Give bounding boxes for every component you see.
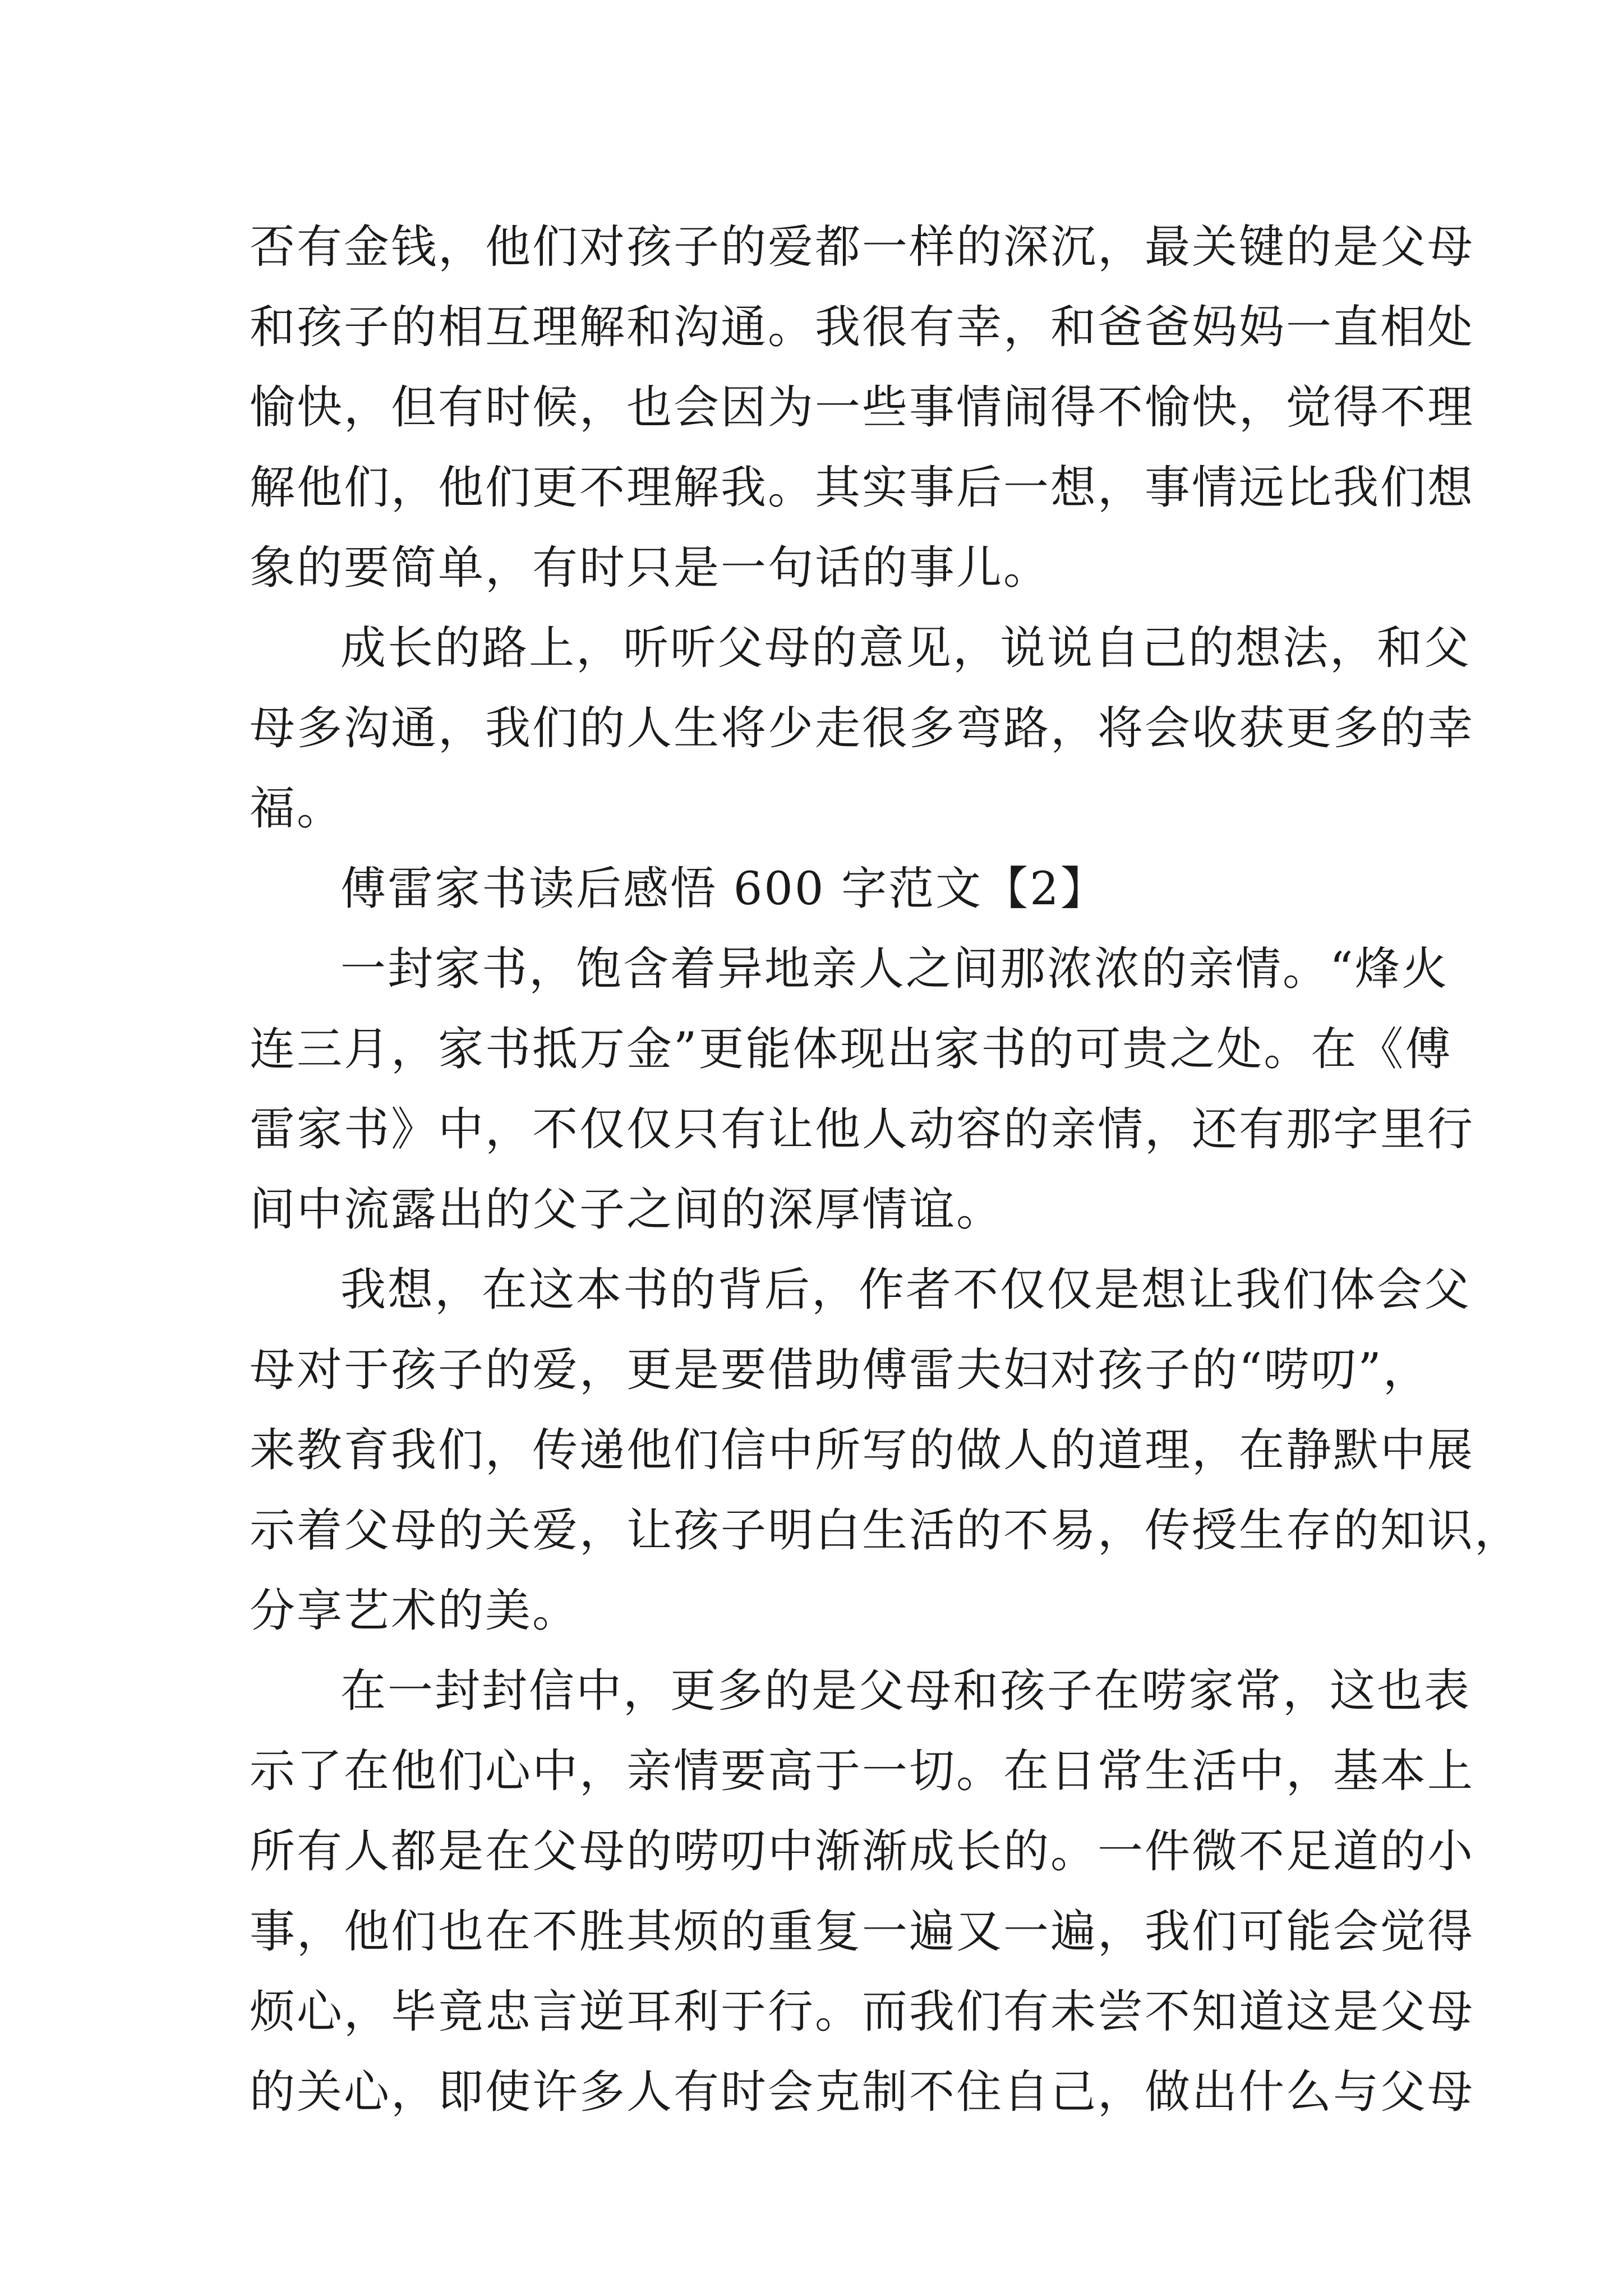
text-line: 解他们，他们更不理解我。其实事后一想，事情远比我们想 [250, 462, 1475, 514]
text-line: 雷家书》中，不仅仅只有让他人动容的亲情，还有那字里行 [250, 1103, 1475, 1156]
text-line: 示了在他们心中，亲情要高于一切。在日常生活中，基本上 [250, 1745, 1475, 1798]
text-line: 的关心，即使许多人有时会克制不住自己，做出什么与父母 [250, 2066, 1475, 2119]
text-line: 间中流露出的父子之间的深厚情谊。 [250, 1184, 1004, 1236]
text-line: 来教育我们，传递他们信中所写的做人的道理，在静默中展 [250, 1424, 1475, 1477]
text-line: 象的要简单，有时只是一句话的事儿。 [250, 542, 1051, 595]
paragraph-start-line: 我想，在这本书的背后，作者不仅仅是想让我们体会父 [340, 1264, 1472, 1317]
paragraph-start-line: 成长的路上，听听父母的意见，说说自己的想法，和父 [340, 622, 1472, 675]
body-text [250, 208, 1522, 2133]
text-line: 否有金钱，他们对孩子的爱都一样的深沉，最关键的是父母 [250, 221, 1475, 274]
text-line: 所有人都是在父母的唠叨中渐渐成长的。一件微不足道的小 [250, 1825, 1475, 1878]
section-heading: 傅雷家书读后感悟 600 字范文【2】 [340, 863, 1108, 915]
text-line: 愉快，但有时候，也会因为一些事情闹得不愉快，觉得不理 [250, 381, 1475, 434]
text-line: 和孩子的相互理解和沟通。我很有幸，和爸爸妈妈一直相处 [250, 301, 1475, 354]
paragraph-start-line: 在一封封信中，更多的是父母和孩子在唠家常，这也表 [340, 1665, 1472, 1718]
text-line: 母对于孩子的爱，更是要借助傅雷夫妇对孩子的“唠叨”， [250, 1344, 1430, 1397]
text-line: 福。 [250, 783, 344, 835]
text-line: 分享艺术的美。 [250, 1585, 580, 1637]
text-line: 连三月，家书抵万金”更能体现出家书的可贵之处。在《傅 [250, 1023, 1453, 1076]
text-line: 烦心，毕竟忠言逆耳利于行。而我们有未尝不知道这是父母 [250, 1986, 1475, 2039]
paragraph-start-line: 一封家书，饱含着异地亲人之间那浓浓的亲情。“烽火 [340, 943, 1449, 996]
text-line: 母多沟通，我们的人生将少走很多弯路，将会收获更多的幸 [250, 702, 1475, 755]
text-line: 示着父母的关爱，让孩子明白生活的不易，传授生存的知识， [250, 1504, 1522, 1557]
text-line: 事，他们也在不胜其烦的重复一遍又一遍，我们可能会觉得 [250, 1906, 1475, 1958]
